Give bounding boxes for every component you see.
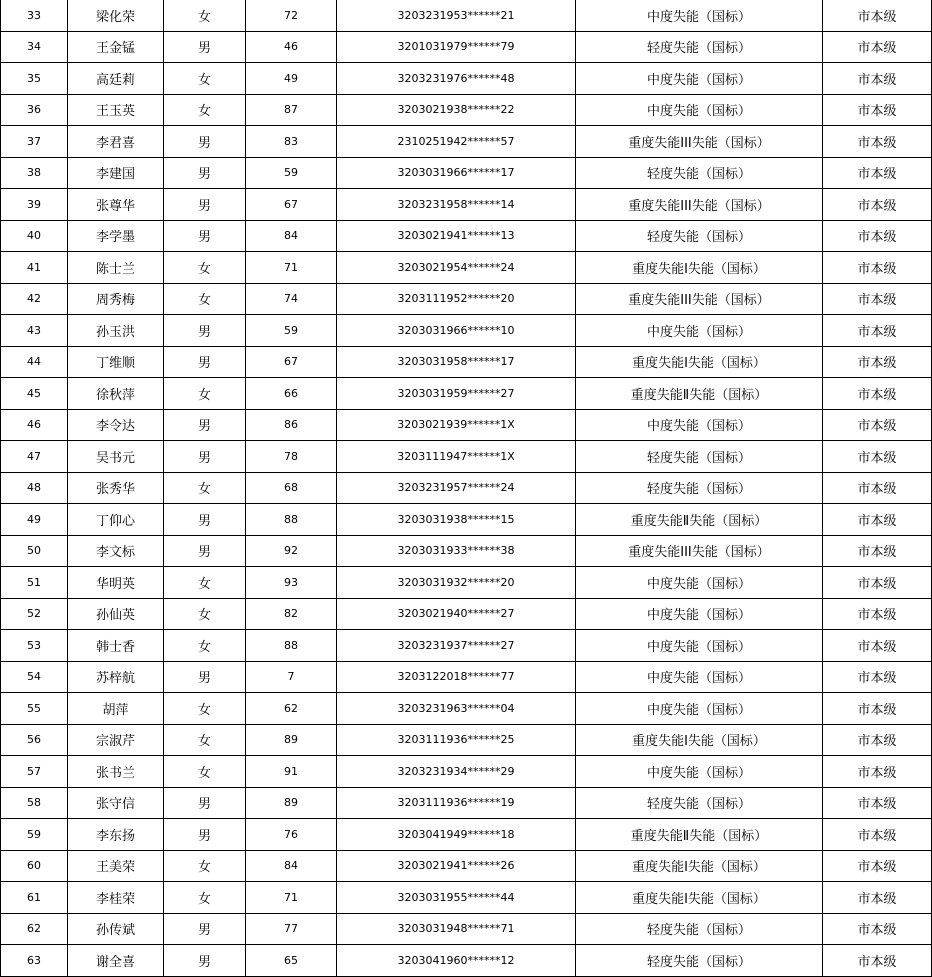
disability-level-cell: 中度失能（国标） bbox=[576, 94, 823, 126]
row-number-cell: 47 bbox=[1, 441, 68, 473]
name-cell: 孙仙英 bbox=[68, 598, 164, 630]
row-number-cell: 50 bbox=[1, 535, 68, 567]
disability-level-cell: 轻度失能（国标） bbox=[576, 31, 823, 63]
region-cell: 市本级 bbox=[823, 189, 932, 221]
gender-cell: 男 bbox=[164, 346, 246, 378]
region-cell: 市本级 bbox=[823, 220, 932, 252]
region-cell: 市本级 bbox=[823, 630, 932, 662]
name-cell: 李文标 bbox=[68, 535, 164, 567]
disability-level-cell: 轻度失能（国标） bbox=[576, 157, 823, 189]
gender-cell: 女 bbox=[164, 472, 246, 504]
table-row bbox=[1, 945, 932, 977]
name-cell: 李令达 bbox=[68, 409, 164, 441]
gender-cell: 女 bbox=[164, 756, 246, 788]
id-number-cell: 3203111952******20 bbox=[337, 283, 576, 315]
id-number-cell: 3203031933******38 bbox=[337, 535, 576, 567]
region-cell: 市本级 bbox=[823, 94, 932, 126]
table-row bbox=[1, 378, 932, 410]
gender-cell: 女 bbox=[164, 693, 246, 725]
name-cell: 李东扬 bbox=[68, 819, 164, 851]
disability-level-cell: 中度失能（国标） bbox=[576, 598, 823, 630]
disability-level-cell: 轻度失能（国标） bbox=[576, 945, 823, 977]
row-number-cell: 53 bbox=[1, 630, 68, 662]
row-number-cell: 40 bbox=[1, 220, 68, 252]
age-cell: 82 bbox=[246, 598, 337, 630]
disability-level-cell: 中度失能（国标） bbox=[576, 661, 823, 693]
disability-level-cell: 重度失能III失能（国标） bbox=[576, 283, 823, 315]
age-cell: 91 bbox=[246, 756, 337, 788]
region-cell: 市本级 bbox=[823, 693, 932, 725]
name-cell: 张书兰 bbox=[68, 756, 164, 788]
region-cell: 市本级 bbox=[823, 504, 932, 536]
name-cell: 苏梓航 bbox=[68, 661, 164, 693]
gender-cell: 男 bbox=[164, 189, 246, 221]
disability-level-cell: 中度失能（国标） bbox=[576, 63, 823, 95]
table-row bbox=[1, 283, 932, 315]
disability-level-cell: 重度失能Ⅰ失能（国标） bbox=[576, 724, 823, 756]
age-cell: 72 bbox=[246, 0, 337, 31]
row-number-cell: 39 bbox=[1, 189, 68, 221]
age-cell: 92 bbox=[246, 535, 337, 567]
table-row bbox=[1, 441, 932, 473]
region-cell: 市本级 bbox=[823, 315, 932, 347]
gender-cell: 男 bbox=[164, 31, 246, 63]
gender-cell: 女 bbox=[164, 850, 246, 882]
name-cell: 宗淑芹 bbox=[68, 724, 164, 756]
gender-cell: 男 bbox=[164, 504, 246, 536]
name-cell: 谢全喜 bbox=[68, 945, 164, 977]
gender-cell: 女 bbox=[164, 63, 246, 95]
age-cell: 84 bbox=[246, 220, 337, 252]
table-row bbox=[1, 630, 932, 662]
age-cell: 89 bbox=[246, 787, 337, 819]
disability-level-cell: 轻度失能（国标） bbox=[576, 787, 823, 819]
gender-cell: 女 bbox=[164, 378, 246, 410]
region-cell: 市本级 bbox=[823, 31, 932, 63]
age-cell: 7 bbox=[246, 661, 337, 693]
disability-level-cell: 重度失能Ⅱ失能（国标） bbox=[576, 378, 823, 410]
row-number-cell: 51 bbox=[1, 567, 68, 599]
name-cell: 华明英 bbox=[68, 567, 164, 599]
name-cell: 孙玉洪 bbox=[68, 315, 164, 347]
table-row bbox=[1, 472, 932, 504]
name-cell: 丁维顺 bbox=[68, 346, 164, 378]
row-number-cell: 54 bbox=[1, 661, 68, 693]
name-cell: 陈士兰 bbox=[68, 252, 164, 284]
name-cell: 李学墨 bbox=[68, 220, 164, 252]
age-cell: 93 bbox=[246, 567, 337, 599]
id-number-cell: 3203031955******44 bbox=[337, 882, 576, 914]
id-number-cell: 3203111936******19 bbox=[337, 787, 576, 819]
disability-level-cell: 重度失能Ⅰ失能（国标） bbox=[576, 882, 823, 914]
age-cell: 86 bbox=[246, 409, 337, 441]
gender-cell: 男 bbox=[164, 787, 246, 819]
id-number-cell: 3203021954******24 bbox=[337, 252, 576, 284]
id-number-cell: 3203031938******15 bbox=[337, 504, 576, 536]
id-number-cell: 3203031959******27 bbox=[337, 378, 576, 410]
row-number-cell: 38 bbox=[1, 157, 68, 189]
region-cell: 市本级 bbox=[823, 819, 932, 851]
id-number-cell: 3203231958******14 bbox=[337, 189, 576, 221]
age-cell: 89 bbox=[246, 724, 337, 756]
disability-level-cell: 中度失能（国标） bbox=[576, 567, 823, 599]
id-number-cell: 3203231934******29 bbox=[337, 756, 576, 788]
disability-level-cell: 重度失能Ⅱ失能（国标） bbox=[576, 504, 823, 536]
disability-level-cell: 中度失能（国标） bbox=[576, 756, 823, 788]
disability-level-cell: 中度失能（国标） bbox=[576, 630, 823, 662]
name-cell: 梁化荣 bbox=[68, 0, 164, 31]
gender-cell: 女 bbox=[164, 724, 246, 756]
region-cell: 市本级 bbox=[823, 787, 932, 819]
disability-level-cell: 中度失能（国标） bbox=[576, 409, 823, 441]
region-cell: 市本级 bbox=[823, 283, 932, 315]
id-number-cell: 3203021940******27 bbox=[337, 598, 576, 630]
name-cell: 张秀华 bbox=[68, 472, 164, 504]
age-cell: 77 bbox=[246, 913, 337, 945]
region-cell: 市本级 bbox=[823, 409, 932, 441]
table-row bbox=[1, 693, 932, 725]
age-cell: 88 bbox=[246, 630, 337, 662]
disability-level-cell: 重度失能Ⅰ失能（国标） bbox=[576, 850, 823, 882]
row-number-cell: 59 bbox=[1, 819, 68, 851]
row-number-cell: 34 bbox=[1, 31, 68, 63]
age-cell: 46 bbox=[246, 31, 337, 63]
table-row bbox=[1, 31, 932, 63]
name-cell: 丁仰心 bbox=[68, 504, 164, 536]
table-row bbox=[1, 189, 932, 221]
row-number-cell: 55 bbox=[1, 693, 68, 725]
gender-cell: 男 bbox=[164, 661, 246, 693]
region-cell: 市本级 bbox=[823, 756, 932, 788]
age-cell: 68 bbox=[246, 472, 337, 504]
row-number-cell: 36 bbox=[1, 94, 68, 126]
row-number-cell: 49 bbox=[1, 504, 68, 536]
row-number-cell: 62 bbox=[1, 913, 68, 945]
id-number-cell: 3203231976******48 bbox=[337, 63, 576, 95]
region-cell: 市本级 bbox=[823, 598, 932, 630]
row-number-cell: 56 bbox=[1, 724, 68, 756]
gender-cell: 女 bbox=[164, 567, 246, 599]
table-row bbox=[1, 913, 932, 945]
disability-level-cell: 轻度失能（国标） bbox=[576, 913, 823, 945]
gender-cell: 男 bbox=[164, 441, 246, 473]
row-number-cell: 63 bbox=[1, 945, 68, 977]
id-number-cell: 3203122018******77 bbox=[337, 661, 576, 693]
id-number-cell: 3203021941******26 bbox=[337, 850, 576, 882]
age-cell: 88 bbox=[246, 504, 337, 536]
gender-cell: 女 bbox=[164, 0, 246, 31]
age-cell: 74 bbox=[246, 283, 337, 315]
name-cell: 吴书元 bbox=[68, 441, 164, 473]
age-cell: 84 bbox=[246, 850, 337, 882]
name-cell: 周秀梅 bbox=[68, 283, 164, 315]
row-number-cell: 37 bbox=[1, 126, 68, 158]
region-cell: 市本级 bbox=[823, 346, 932, 378]
region-cell: 市本级 bbox=[823, 157, 932, 189]
id-number-cell: 3203031966******10 bbox=[337, 315, 576, 347]
table-row bbox=[1, 220, 932, 252]
row-number-cell: 44 bbox=[1, 346, 68, 378]
id-number-cell: 3203021941******13 bbox=[337, 220, 576, 252]
table-row bbox=[1, 504, 932, 536]
table-row bbox=[1, 882, 932, 914]
region-cell: 市本级 bbox=[823, 724, 932, 756]
id-number-cell: 3203031958******17 bbox=[337, 346, 576, 378]
region-cell: 市本级 bbox=[823, 63, 932, 95]
name-cell: 张尊华 bbox=[68, 189, 164, 221]
table-row bbox=[1, 661, 932, 693]
age-cell: 83 bbox=[246, 126, 337, 158]
name-cell: 徐秋萍 bbox=[68, 378, 164, 410]
disability-level-cell: 重度失能III失能（国标） bbox=[576, 189, 823, 221]
age-cell: 78 bbox=[246, 441, 337, 473]
name-cell: 王美荣 bbox=[68, 850, 164, 882]
disability-level-cell: 轻度失能（国标） bbox=[576, 441, 823, 473]
disability-level-cell: 中度失能（国标） bbox=[576, 315, 823, 347]
region-cell: 市本级 bbox=[823, 850, 932, 882]
region-cell: 市本级 bbox=[823, 661, 932, 693]
row-number-cell: 42 bbox=[1, 283, 68, 315]
region-cell: 市本级 bbox=[823, 252, 932, 284]
table-row bbox=[1, 756, 932, 788]
age-cell: 67 bbox=[246, 346, 337, 378]
table-row bbox=[1, 346, 932, 378]
table-row bbox=[1, 0, 932, 31]
row-number-cell: 52 bbox=[1, 598, 68, 630]
id-number-cell: 3203031932******20 bbox=[337, 567, 576, 599]
disability-level-cell: 重度失能III失能（国标） bbox=[576, 126, 823, 158]
gender-cell: 男 bbox=[164, 126, 246, 158]
region-cell: 市本级 bbox=[823, 472, 932, 504]
disability-level-cell: 轻度失能（国标） bbox=[576, 220, 823, 252]
gender-cell: 女 bbox=[164, 283, 246, 315]
table-row bbox=[1, 787, 932, 819]
gender-cell: 女 bbox=[164, 882, 246, 914]
id-number-cell: 3203041960******12 bbox=[337, 945, 576, 977]
disability-level-cell: 重度失能Ⅰ失能（国标） bbox=[576, 252, 823, 284]
row-number-cell: 61 bbox=[1, 882, 68, 914]
gender-cell: 女 bbox=[164, 598, 246, 630]
name-cell: 高廷莉 bbox=[68, 63, 164, 95]
name-cell: 王金锰 bbox=[68, 31, 164, 63]
table-row bbox=[1, 126, 932, 158]
row-number-cell: 41 bbox=[1, 252, 68, 284]
table-row bbox=[1, 315, 932, 347]
age-cell: 87 bbox=[246, 94, 337, 126]
id-number-cell: 3203031948******71 bbox=[337, 913, 576, 945]
region-cell: 市本级 bbox=[823, 441, 932, 473]
gender-cell: 男 bbox=[164, 315, 246, 347]
name-cell: 李建国 bbox=[68, 157, 164, 189]
disability-level-cell: 重度失能Ⅰ失能（国标） bbox=[576, 346, 823, 378]
table-row bbox=[1, 819, 932, 851]
table-row bbox=[1, 850, 932, 882]
id-number-cell: 3203231953******21 bbox=[337, 0, 576, 31]
age-cell: 76 bbox=[246, 819, 337, 851]
table-row bbox=[1, 409, 932, 441]
region-cell: 市本级 bbox=[823, 945, 932, 977]
row-number-cell: 48 bbox=[1, 472, 68, 504]
name-cell: 孙传斌 bbox=[68, 913, 164, 945]
table-row bbox=[1, 724, 932, 756]
id-number-cell: 3203021939******1X bbox=[337, 409, 576, 441]
gender-cell: 男 bbox=[164, 409, 246, 441]
row-number-cell: 58 bbox=[1, 787, 68, 819]
age-cell: 71 bbox=[246, 252, 337, 284]
age-cell: 59 bbox=[246, 315, 337, 347]
disability-level-cell: 中度失能（国标） bbox=[576, 0, 823, 31]
table-row bbox=[1, 252, 932, 284]
region-cell: 市本级 bbox=[823, 567, 932, 599]
gender-cell: 男 bbox=[164, 220, 246, 252]
age-cell: 66 bbox=[246, 378, 337, 410]
gender-cell: 男 bbox=[164, 819, 246, 851]
row-number-cell: 33 bbox=[1, 0, 68, 31]
gender-cell: 女 bbox=[164, 630, 246, 662]
table-row bbox=[1, 535, 932, 567]
table-row bbox=[1, 94, 932, 126]
id-number-cell: 3203231963******04 bbox=[337, 693, 576, 725]
table-body bbox=[1, 0, 932, 976]
row-number-cell: 45 bbox=[1, 378, 68, 410]
id-number-cell: 3203231957******24 bbox=[337, 472, 576, 504]
name-cell: 李君喜 bbox=[68, 126, 164, 158]
table-row bbox=[1, 598, 932, 630]
id-number-cell: 3201031979******79 bbox=[337, 31, 576, 63]
age-cell: 67 bbox=[246, 189, 337, 221]
region-cell: 市本级 bbox=[823, 0, 932, 31]
name-cell: 韩士香 bbox=[68, 630, 164, 662]
gender-cell: 男 bbox=[164, 913, 246, 945]
table-row bbox=[1, 567, 932, 599]
id-number-cell: 3203021938******22 bbox=[337, 94, 576, 126]
row-number-cell: 60 bbox=[1, 850, 68, 882]
row-number-cell: 57 bbox=[1, 756, 68, 788]
disability-level-cell: 中度失能（国标） bbox=[576, 693, 823, 725]
age-cell: 65 bbox=[246, 945, 337, 977]
name-cell: 李桂荣 bbox=[68, 882, 164, 914]
name-cell: 王玉英 bbox=[68, 94, 164, 126]
id-number-cell: 3203041949******18 bbox=[337, 819, 576, 851]
id-number-cell: 3203231937******27 bbox=[337, 630, 576, 662]
table-row bbox=[1, 63, 932, 95]
id-number-cell: 3203111947******1X bbox=[337, 441, 576, 473]
gender-cell: 男 bbox=[164, 945, 246, 977]
row-number-cell: 35 bbox=[1, 63, 68, 95]
region-cell: 市本级 bbox=[823, 378, 932, 410]
disability-level-cell: 轻度失能（国标） bbox=[576, 472, 823, 504]
age-cell: 59 bbox=[246, 157, 337, 189]
gender-cell: 男 bbox=[164, 157, 246, 189]
id-number-cell: 2310251942******57 bbox=[337, 126, 576, 158]
disability-level-cell: 重度失能Ⅱ失能（国标） bbox=[576, 819, 823, 851]
id-number-cell: 3203031966******17 bbox=[337, 157, 576, 189]
table-row bbox=[1, 157, 932, 189]
gender-cell: 男 bbox=[164, 535, 246, 567]
name-cell: 张守信 bbox=[68, 787, 164, 819]
row-number-cell: 46 bbox=[1, 409, 68, 441]
region-cell: 市本级 bbox=[823, 913, 932, 945]
age-cell: 49 bbox=[246, 63, 337, 95]
region-cell: 市本级 bbox=[823, 126, 932, 158]
row-number-cell: 43 bbox=[1, 315, 68, 347]
region-cell: 市本级 bbox=[823, 882, 932, 914]
name-cell: 胡萍 bbox=[68, 693, 164, 725]
disability-level-cell: 重度失能III失能（国标） bbox=[576, 535, 823, 567]
region-cell: 市本级 bbox=[823, 535, 932, 567]
age-cell: 62 bbox=[246, 693, 337, 725]
id-number-cell: 3203111936******25 bbox=[337, 724, 576, 756]
gender-cell: 女 bbox=[164, 94, 246, 126]
age-cell: 71 bbox=[246, 882, 337, 914]
gender-cell: 女 bbox=[164, 252, 246, 284]
